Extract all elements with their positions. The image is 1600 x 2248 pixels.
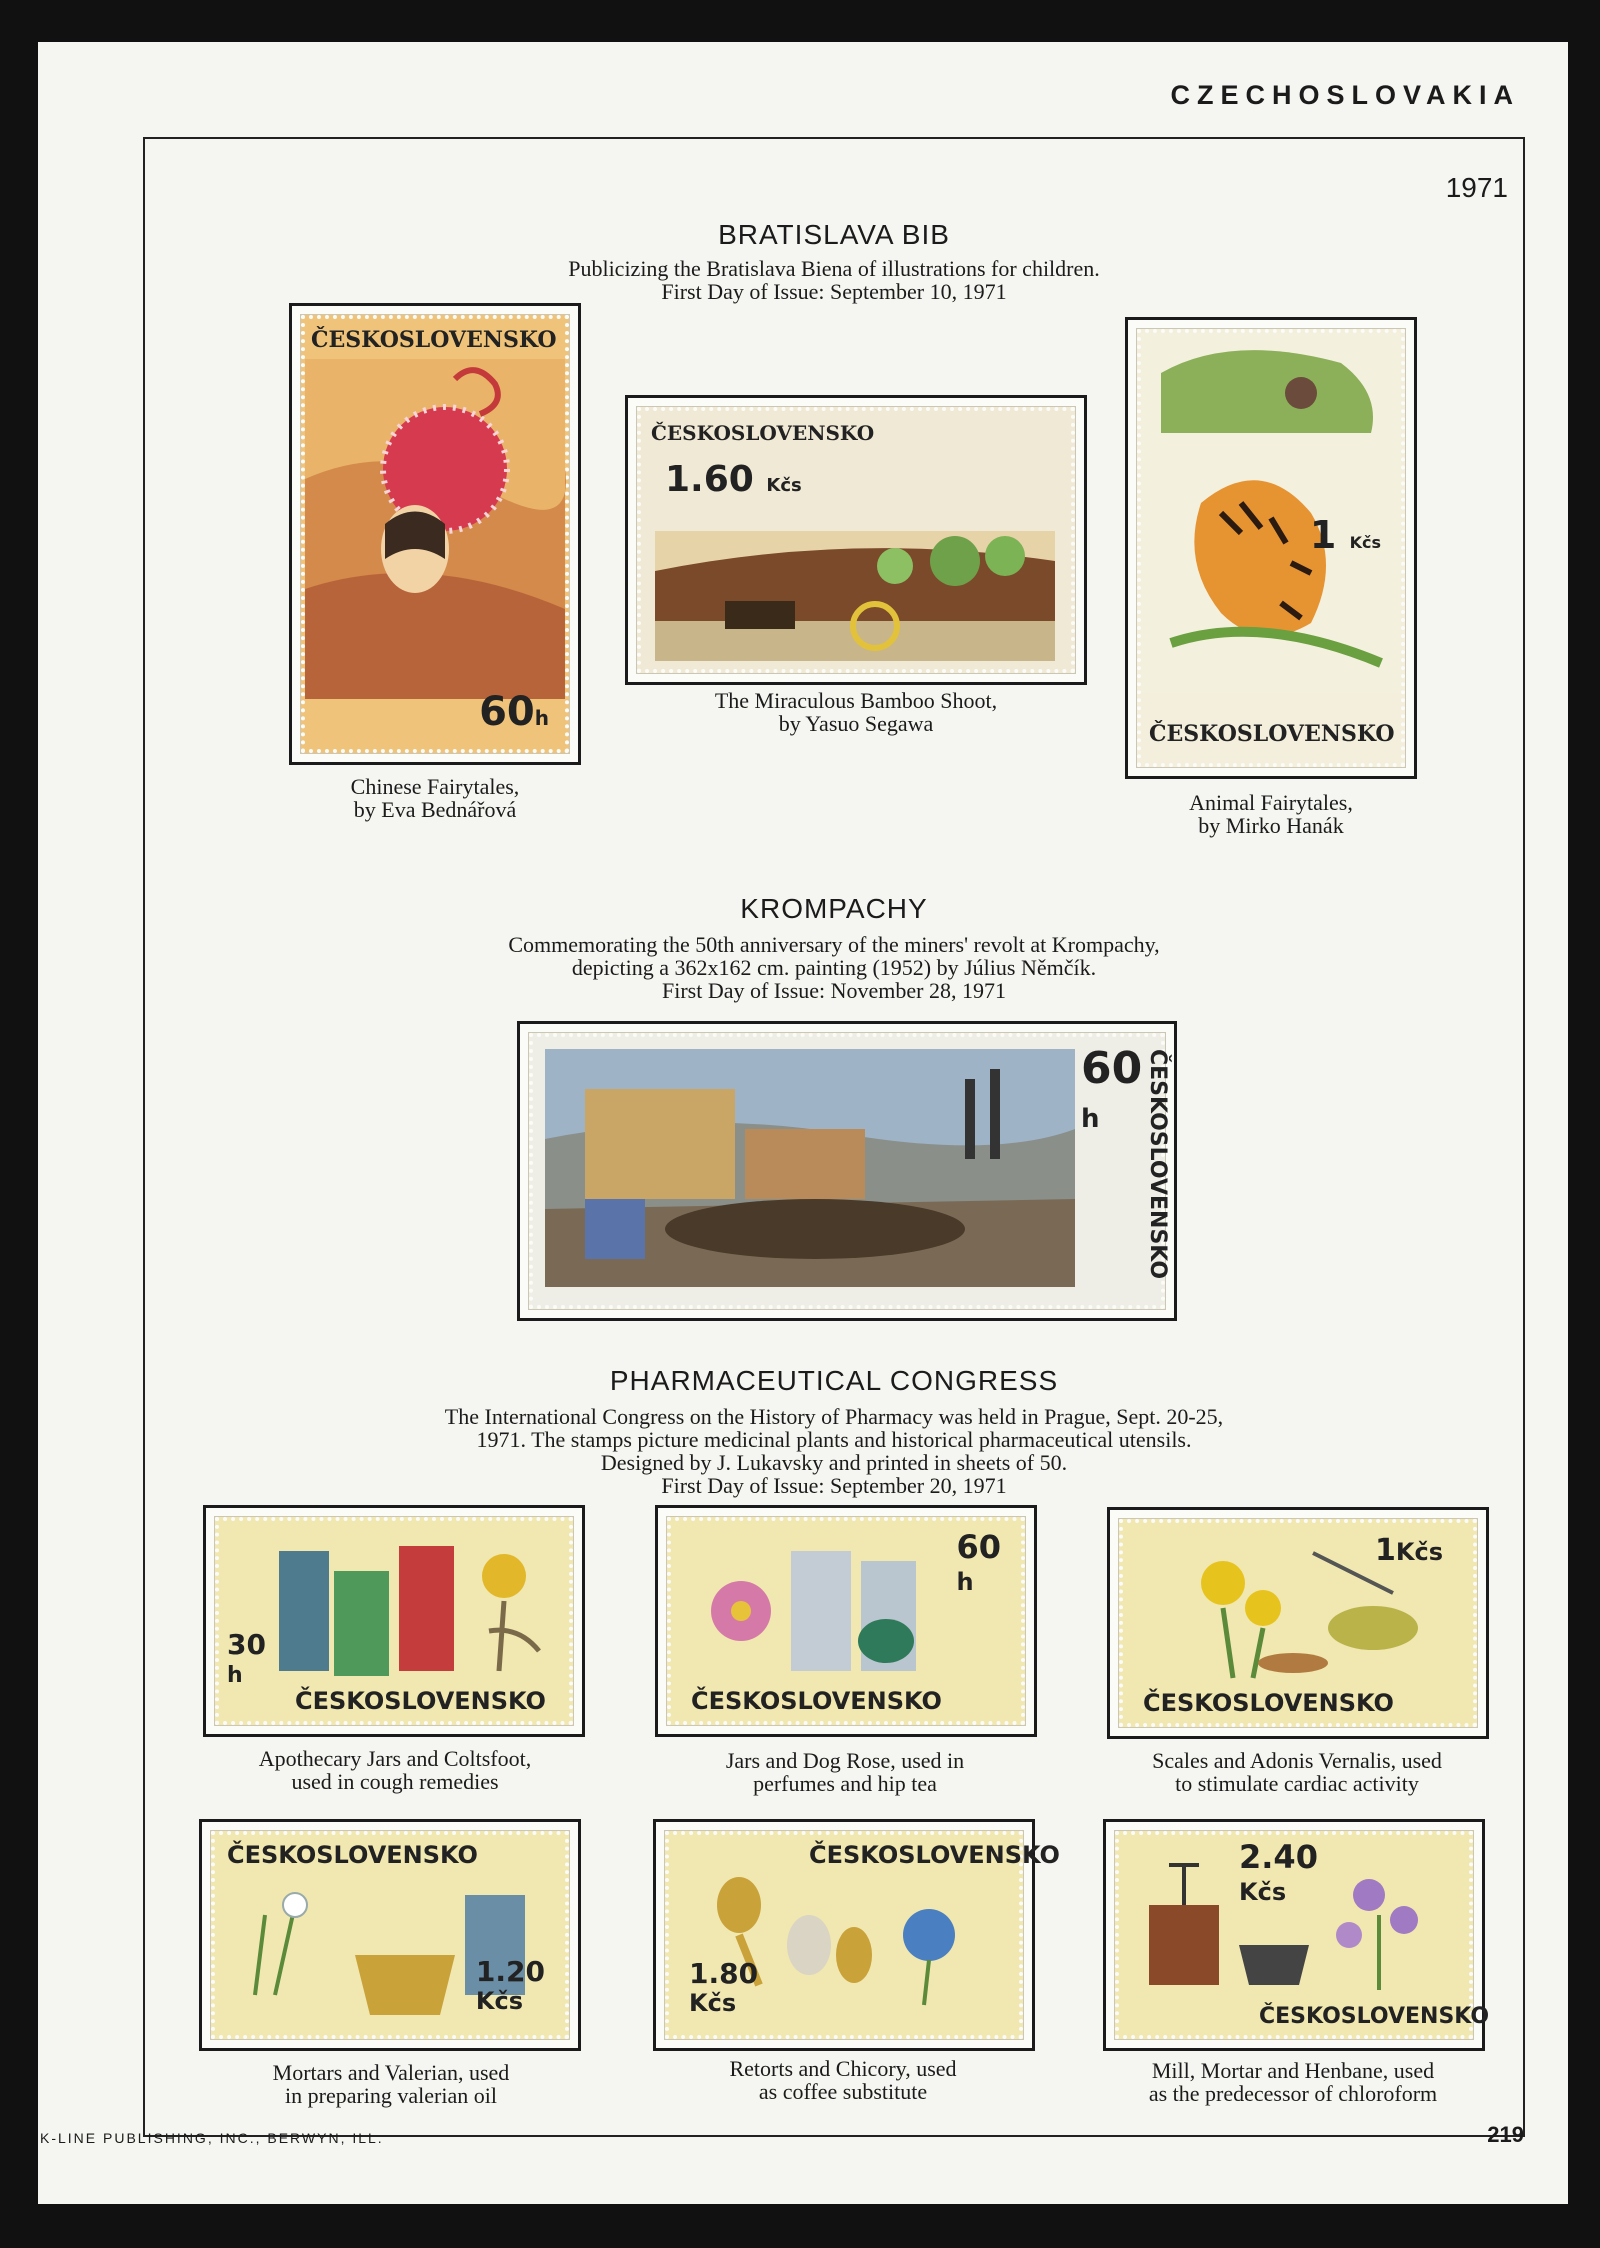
stamp-krompachy [529, 1033, 1170, 1309]
stamp-value: 60 h [956, 1528, 1001, 1596]
stamp-country-text: ČESKOSLOVENSKO [295, 1687, 546, 1715]
caption-chinese-fairytales: Chinese Fairytales, by Eva Bednářová [350, 774, 520, 822]
stamp-value: 60 h [1081, 1043, 1143, 1134]
stamp-illustration [269, 1531, 569, 1681]
publisher-footer: K-LINE PUBLISHING, INC., BERWYN, ILL. [40, 2130, 384, 2146]
stamp-mount-adonis-vernalis [1107, 1507, 1489, 1739]
caption-chicory: Retorts and Chicory, used as coffee substitute [729, 2056, 957, 2104]
stamp-value: 1.60 Kčs [665, 459, 802, 500]
section-desc-bratislava: Publicizing the Bratislava Biena of illustrations for children. First Day of Issue: September 10, 1971 [568, 256, 1100, 304]
caption-bamboo-shoot: The Miraculous Bamboo Shoot, by Yasuo Segawa [714, 688, 998, 736]
section-desc-pharmacy: The International Congress on the History of Pharmacy was held in Prague, Sept. 20-25, 1971. The stamps picture medicinal plants and historical pharmaceutical utensils. Designed by J. Lukavsky and printed in sheets of 50. First Day of Issue: September 20, 1971 [444, 1404, 1224, 1498]
stamp-bamboo-shoot [637, 407, 1075, 673]
stamp-illustration [305, 359, 565, 699]
stamp-value: 60h [479, 689, 549, 735]
stamp-value: 1 Kčs [1309, 513, 1381, 557]
stamp-mount-krompachy [517, 1021, 1177, 1321]
stamp-country-text: ČESKOSLOVENSKO [651, 421, 875, 445]
section-desc-krompachy: Commemorating the 50th anniversary of the miners' revolt at Krompachy, depicting a 362x162 cm. painting (1952) by Július Němčík. First Day of Issue: November 28, 1971 [508, 932, 1160, 1003]
page-frame [143, 137, 1525, 2137]
stamp-dog-rose [667, 1517, 1025, 1725]
stamp-chicory [665, 1831, 1060, 2039]
stamp-mount-animal-fairytales [1125, 317, 1417, 779]
caption-adonis-vernalis: Scales and Adonis Vernalis, used to stimulate cardiac activity [1152, 1748, 1442, 1796]
album-page [38, 42, 1568, 2204]
stamp-country-text: ČESKOSLOVENSKO [1145, 1049, 1170, 1280]
stamp-animal-fairytales [1137, 329, 1405, 767]
caption-dog-rose: Jars and Dog Rose, used in perfumes and hip tea [725, 1748, 965, 1796]
stamp-value: 2.40 Kčs [1239, 1838, 1318, 1906]
country-heading: CZECHOSLOVAKIA [1170, 80, 1520, 110]
stamp-country-text: ČESKOSLOVENSKO [1259, 2004, 1490, 2029]
stamp-country-text: ČESKOSLOVENSKO [809, 1841, 1060, 1869]
stamp-value: 1.80 Kčs [689, 1957, 759, 2017]
stamp-country-text: ČESKOSLOVENSKO [691, 1687, 942, 1715]
stamp-apothecary-jars [215, 1517, 573, 1725]
page-number: 219 [1487, 2122, 1524, 2147]
section-title-bratislava: BRATISLAVA BIB [718, 219, 950, 250]
stamp-mount-henbane [1103, 1819, 1490, 2051]
stamp-illustration [655, 531, 1055, 661]
stamp-henbane [1115, 1831, 1490, 2039]
caption-apothecary-jars: Apothecary Jars and Coltsfoot, used in cough remedies [258, 1746, 532, 1794]
year-label: 1971 [1445, 172, 1508, 203]
stamp-illustration [545, 1049, 1075, 1287]
stamp-value: 1.20 Kčs [475, 1955, 545, 2015]
stamp-adonis-vernalis [1119, 1519, 1477, 1727]
stamp-mount-valerian [199, 1819, 581, 2051]
stamp-country-text: ČESKOSLOVENSKO [1149, 721, 1395, 747]
stamp-mount-apothecary-jars [203, 1505, 585, 1737]
stamp-country-text: ČESKOSLOVENSKO [1143, 1689, 1394, 1717]
stamp-country-text: ČESKOSLOVENSKO [311, 327, 557, 353]
stamp-mount-chicory [653, 1819, 1060, 2051]
stamp-chinese-fairytales [301, 315, 569, 753]
stamp-valerian [211, 1831, 569, 2039]
stamp-country-text: ČESKOSLOVENSKO [227, 1841, 478, 1869]
stamp-mount-dog-rose [655, 1505, 1037, 1737]
stamp-value: 30 h [227, 1628, 266, 1688]
stamp-value: 1Kčs [1375, 1533, 1443, 1568]
stamp-illustration [681, 1531, 941, 1681]
stamp-mount-bamboo-shoot [625, 395, 1087, 685]
section-title-krompachy: KROMPACHY [740, 893, 928, 924]
caption-valerian: Mortars and Valerian, used in preparing valerian oil [272, 2060, 510, 2108]
stamp-mount-chinese-fairytales [289, 303, 581, 765]
section-title-pharmacy: PHARMACEUTICAL CONGRESS [609, 1365, 1059, 1396]
caption-henbane: Mill, Mortar and Henbane, used as the predecessor of chloroform [1148, 2058, 1438, 2106]
caption-animal-fairytales: Animal Fairytales, by Mirko Hanák [1189, 790, 1353, 838]
